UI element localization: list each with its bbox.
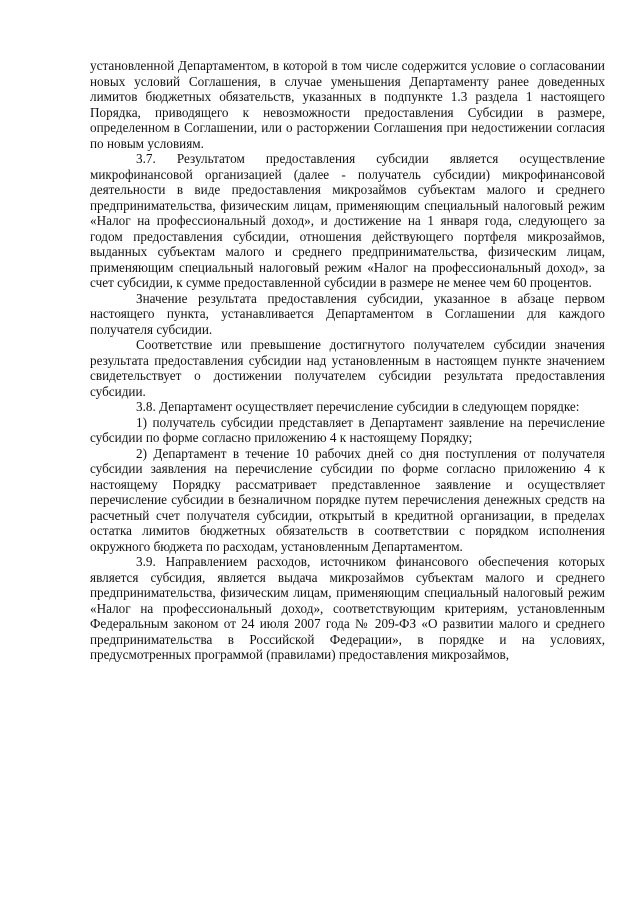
paragraph-3-7: 3.7. Результатом предоставления субсидии является осуществление микрофинансовой организацией (далее - получатель субсидии) микрофинансовой деятельности в виде предоставления микрозаймов субъектам малого и среднего предпринимательства, физическим лицам, применяющим специальный налоговый режим «Налог на профессиональный доход», и достижение на 1 января года, следующего за годом предоставления субсидии, отношения действующего портфеля микрозаймов, выданных субъектам малого и среднего предпринимательства, физическим лицам, применяющим специальный налоговый режим «Налог на профессиональный доход», за счет субсидии, к сумме предоставленной субсидии в размере не менее чем 60 процентов.	[90, 151, 605, 290]
paragraph-3-8: 3.8. Департамент осуществляет перечисление субсидии в следующем порядке:	[136, 399, 580, 414]
paragraph-3-9: 3.9. Направлением расходов, источником финансового обеспечения которых является субсидия, является выдача микрозаймов субъектам малого и среднего предпринимательства, физическим лицам, применяющим специальный налоговый режим «Налог на профессиональный доход», соответствующим критериям, установленным Федеральным законом от 24 июля 2007 года № 209-ФЗ «О развитии малого и среднего предпринимательства в Российской Федерации», в порядке и на условиях, предусмотренных программой (правилами) предоставления микрозаймов,	[90, 554, 605, 662]
paragraph-result-compliance: Соответствие или превышение достигнутого получателем субсидии значения результата предоставления субсидии над установленным в настоящем пункте значением свидетельствует о достижении получателем субсидии результата предоставления субсидии.	[90, 337, 605, 399]
paragraph-continuation: установленной Департаментом, в которой в том числе содержится условие о согласовании новых условий Соглашения, в случае уменьшения Департаменту ранее доведенных лимитов бюджетных обязательств, указанных в подпункте 1.3 раздела 1 настоящего Порядка, приводящего к невозможности предоставления Субсидии в размере, определенном в Соглашении, или о расторжении Соглашения при недостижении согласия по новым условиям.	[90, 58, 605, 151]
paragraph-result-value: Значение результата предоставления субсидии, указанное в абзаце первом настоящего пункта, устанавливается Департаментом в Соглашении для каждого получателя субсидии.	[90, 290, 605, 337]
paragraph-3-8-item-2: 2) Департамент в течение 10 рабочих дней со дня поступления от получателя субсидии заявления на перечисление субсидии по форме согласно приложению 4 к настоящему Порядку рассматривает представленное заявление и осуществляет перечисление субсидии в безналичном порядке путем перечисления денежных средств на расчетный счет получателя субсидии, открытый в кредитной организации, в пределах остатка лимитов бюджетных обязательств в соответствии с порядком исполнения окружного бюджета по расходам, установленным Департаментом.	[90, 445, 605, 554]
document-page	[90, 58, 605, 663]
paragraph-3-8-item-1: 1) получатель субсидии представляет в Департамент заявление на перечисление субсидии по форме согласно приложению 4 к настоящему Порядку;	[90, 414, 605, 445]
